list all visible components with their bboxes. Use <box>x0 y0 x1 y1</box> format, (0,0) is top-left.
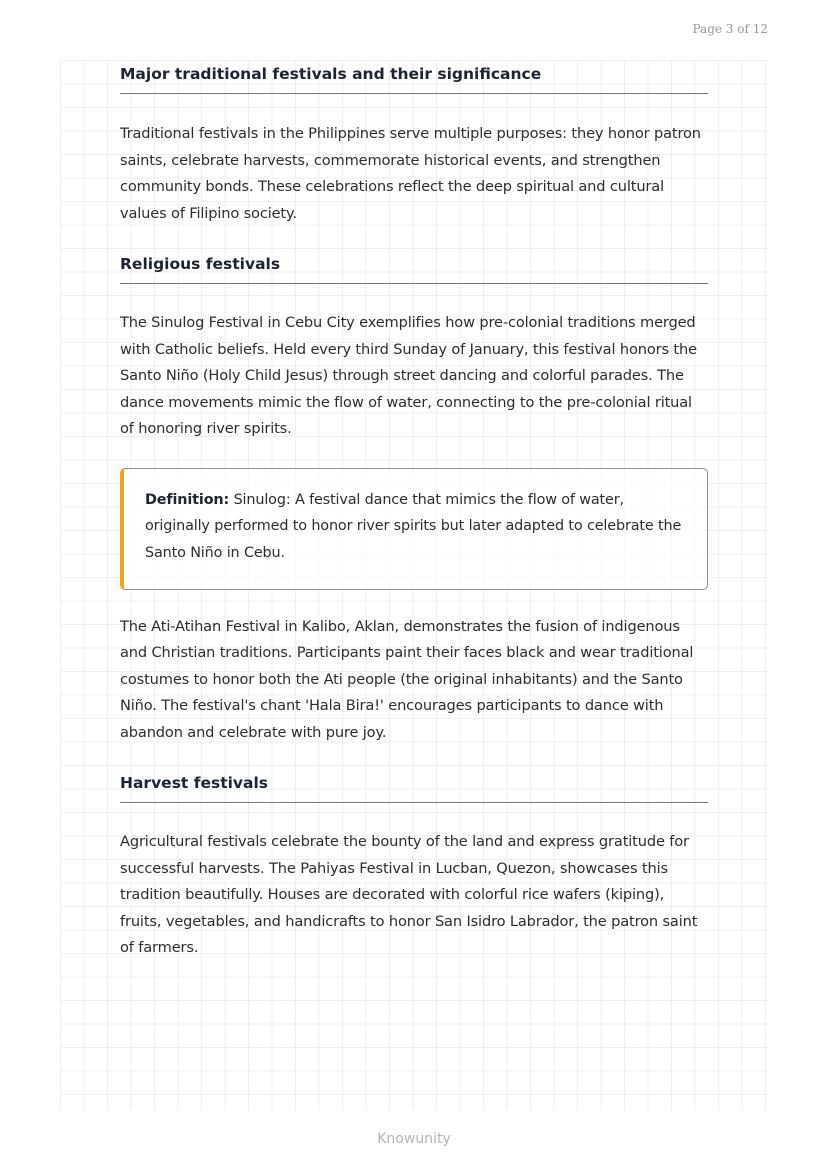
definition-text: Sinulog: A festival dance that mimics the flow of water, originally performed to honor river spirits but later adapted to celebrate the Santo Niño in Cebu. <box>145 491 682 561</box>
paragraph-ati-atihan: The Ati-Atihan Festival in Kalibo, Aklan, demonstrates the fusion of indigenous and Christian traditions. Participants paint their faces black and wear traditional costumes to honor both the Ati people (the original inhabitants) and the Santo Niño. The festival's chant 'Hala Bira!' encourages participants to dance with abandon and celebrate with pure joy. <box>120 617 694 741</box>
paragraph-sinulog: The Sinulog Festival in Cebu City exemplifies how pre-colonial traditions merged with Catholic beliefs. Held every third Sunday of January, this festival honors the Santo Niño (Holy Child Jesus) through street dancing and colorful parades. The dance movements mimic the flow of water, connecting to the pre-colonial ritual of honoring river spirits. <box>120 314 697 437</box>
section-heading-major-festivals: Major traditional festivals and their significance <box>120 60 708 94</box>
paragraph-intro: Traditional festivals in the Philippines serve multiple purposes: they honor patron saints, celebrate harvests, commemorate historical events, and strengthen community bonds. These celebrations reflect the deep spiritual and cultural values of Filipino society. <box>120 125 701 222</box>
definition-box <box>120 468 708 590</box>
document-content <box>120 60 708 962</box>
definition-text-container <box>145 487 687 567</box>
section-heading-harvest-festivals: Harvest festivals <box>120 769 708 803</box>
section-heading-religious-festivals: Religious festivals <box>120 250 708 284</box>
page-number: Page 3 of 12 <box>692 22 768 36</box>
definition-label: Definition: <box>145 491 230 508</box>
paragraph-pahiyas: Agricultural festivals celebrate the bounty of the land and express gratitude for successful harvests. The Pahiyas Festival in Lucban, Quezon, showcases this tradition beautifully. Houses are decorated with colorful rice wafers (kiping), fruits, vegetables, and handicrafts to honor San Isidro Labrador, the patron saint of farmers. <box>120 833 698 956</box>
footer-brand: Knowunity <box>377 1131 451 1147</box>
